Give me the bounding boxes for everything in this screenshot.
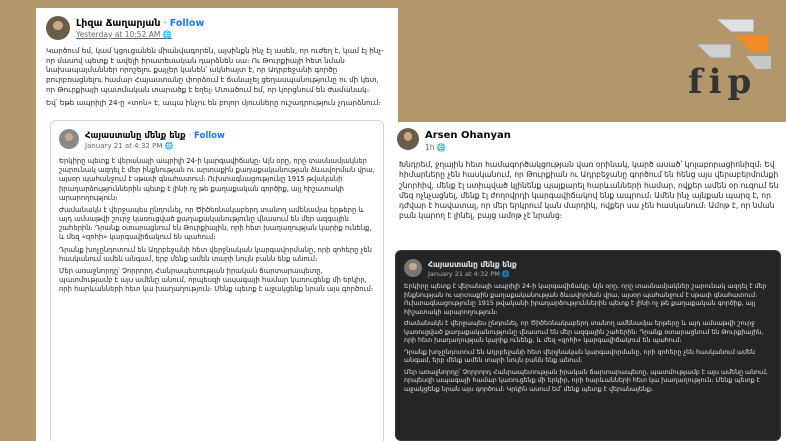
post-paragraph: Մեր առաջնորդը՝ Չորրորդ Հանրապետության իրական ճարտարապետը, պատմությամբ է այս ամենը անում, որպեսզի ապագայի համար կառուցենք մի երկիր, որի հարևանների հետ կա խաղաղություն։ Մենք պետք է աջակցենք նրան այս գործում։ xyxy=(59,266,374,294)
shared-post-author[interactable]: Հայաստանը մենք ենք xyxy=(428,260,517,269)
post-card-left xyxy=(36,8,398,441)
shared-post-body xyxy=(404,283,774,397)
post-paragraph: Եվ՝ եթե ապրիլի 24-ը «տոն» է, ապա ինչու են բոլոր մյուսները ուշադրություն չդարձնում։ xyxy=(46,97,381,107)
avatar[interactable] xyxy=(46,16,70,40)
post-paragraph: Երկիրը պետք է վերանայի ապրիլի 24-ի կարգավիճակը։ Այն օրը, որը տասնամյակներ շարունակ ազդել է մեր ինքնության ու արտաքին քաղաքականության ձևավորման վրա, այսօր պահանջում է սթափ գնահատում։ Ուխտագնացությունը 1915 թվականի իրադարձություններին պետք է լինի ոչ թե քաղաքական գործիք, այլ հիշատակի արարողություն։ xyxy=(59,157,375,202)
shared-post[interactable] xyxy=(395,250,781,441)
post-body xyxy=(399,160,779,225)
post-body xyxy=(46,46,388,110)
avatar[interactable] xyxy=(404,259,422,277)
post-timestamp[interactable]: 1h 🌐 xyxy=(425,143,447,152)
shared-post-body xyxy=(59,157,377,297)
fip-logo xyxy=(676,14,776,104)
post-paragraph: Երկիրը պետք է վերանայի ապրիլի 24-ի կարգավիճակը։ Այն օրը, որը տասնամյակներ շարունակ ազդել է մեր ինքնության ու արտաքին քաղաքականության ձևավորման վրա, այսօր պահանջում է սթափ գնահատում։ Ուխտագնացությունը 1915 թվականի իրադարձություններին պետք է լինի ոչ թե քաղաքական գործիք, այլ հիշատակի արարողություն։ xyxy=(404,283,767,316)
post-paragraph: Խնդրեմ, ջղային հետ համագործակցության վառ օրինակ, կարծ ասած՝ կոլաբորացիոնիզմ։ Եվ հիմարները չեն հասկանում, որ Թուրքիան ու Ադրբեջանը գործում են հենց այս վերաբերմունքի շնորհիվ, մենք էլ ստիպված կլինենք պայքարել հարևանների համար, ովքեր ամեն օր ուզում են մեզ ոչնչացնել, մենք էլ ժողովրդի կարգավիճակով ենք ապրում։ Ամեն ինչ այնքան պարզ է, որ դժվար է հավատալ, որ մեր երկրում կան մարդիկ, ովքեր սա չեն հասկանում։ Ամոթ է, որ նման բան կարող է լինել, բայց ամոթ չէ նրանց։ xyxy=(399,160,779,221)
post-paragraph: Ժամանակն է վերջապես ընդունել, որ Ծիծեռնակաբերդ տանող ամենամյա երթերը և այդ ամսաթվի շուրջ կառուցված քաղաքականությունը վնասում են մեր ազգային շահերին։ Դրանք օտարացնում են Թուրքիային, որի հետ խաղաղության կարիք ունենք, և մեզ «զոհի» կարգավիճակում են պահում։ xyxy=(59,205,372,242)
globe-icon: 🌐 xyxy=(164,142,174,150)
post-paragraph: Կարծում եմ, կամ կցուցանեն միանվագորեն, այսինքն ինչ էլ ասեն, որ ուժեղ է, կամ էլ ինչ-որ մասով պետք է ավելի իրատեսական դարձնեն սա։ Ու Թուրքիայի հետ նման նախապայմաններ որոշելու քայլեր կանեն՝ ակնհայտ է, որ Ադրբեջանի գործը բուրբռացնելու համար Հայաստանը փորձում է ճանաչել ցեղասպանությունը ու մի կետ, որ Թուրքիայի պատմական տարածք է եղել։ Մտածում եմ, որ կորցնում են ժամանակ։ xyxy=(46,46,384,94)
globe-icon: 🌐 xyxy=(162,30,173,39)
shared-post-timestamp[interactable]: January 21 at 4:32 PM 🌐 xyxy=(85,142,174,150)
follow-button[interactable]: Follow xyxy=(169,18,205,29)
post-paragraph: Ժամանակն է վերջապես ընդունել, որ Ծիծեռնակաբերդ տանող ամենամյա երթերը և այդ ամսաթվի շուրջ կառուցված քաղաքականությունը վնասում են մեր ազգային շահերին։ Դրանք օտարացնում են Թուրքիային, որի հետ խաղաղության կարիք ունենք, և մեզ «զոհի» կարգավիճակում են պահում։ xyxy=(404,320,764,344)
post-paragraph: Մեր առաջնորդը՝ Չորրորդ Հանրապետության իրական ճարտարապետը, պատմությամբ է այս ամենը անում, որպեսզի ապագայի համար կառուցենք մի երկիր, որի հարևանների հետ կա խաղաղություն։ Մենք պետք է աջակցենք նրան այս գործում։ Կրկին ասում եմ՝ մենք պետք է վերանայենք։ xyxy=(404,368,768,393)
shared-post-author[interactable]: Հայաստանը մենք ենք · Follow xyxy=(85,131,225,141)
fip-logo-text: fip xyxy=(688,62,758,102)
post-paragraph: Դրանք խոչընդոտում են Ադրբեջանի հետ վերջնական կարգավորմանը, որի զոհերը չեն հասկանում ամեն անգամ, երբ մենք ամեն տարի նույն բանն ենք անում։ xyxy=(404,348,756,364)
globe-icon: 🌐 xyxy=(501,270,511,278)
avatar[interactable] xyxy=(397,128,419,150)
shared-post-timestamp[interactable]: January 21 at 4:32 PM 🌐 xyxy=(428,270,511,278)
post-timestamp[interactable]: Yesterday at 10:52 AM 🌐 xyxy=(76,30,173,39)
avatar[interactable] xyxy=(59,129,79,149)
follow-button[interactable]: Follow xyxy=(194,131,225,141)
shared-post[interactable] xyxy=(50,120,384,441)
globe-icon: 🌐 xyxy=(436,143,447,152)
post-card-right xyxy=(389,122,786,441)
post-author[interactable]: Լիզա Ճաղարյան · Follow xyxy=(76,18,205,29)
post-paragraph: Դրանք խոչընդոտում են Ադրբեջանի հետ վերջնական կարգավորմանը, որի զոհերը չեն հասկանում ամեն անգամ, երբ մենք ամեն տարի նույն բանն ենք անում։ xyxy=(59,245,372,263)
post-author[interactable]: Arsen Ohanyan xyxy=(425,130,511,141)
